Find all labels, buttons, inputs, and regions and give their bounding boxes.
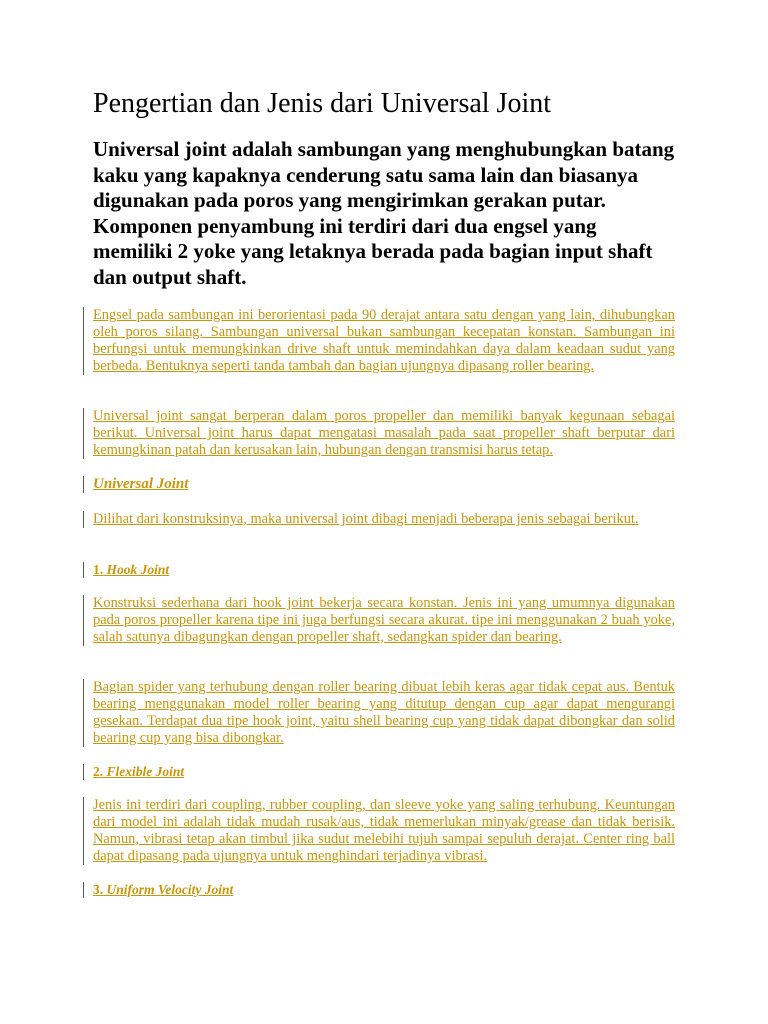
- paragraph-block-5: [83, 679, 675, 747]
- paragraph-link-4[interactable]: Konstruksi sederhana dari hook joint bekerja secara konstan. Jenis ini yang umumnya digunakan pada poros propeller karena tipe ini juga berfungsi secara akurat. tipe ini menggunakan 2 buah yoke, salah satunya dibagungkan dengan propeller shaft, sedangkan spider dan bearing.: [93, 595, 675, 645]
- intro-paragraph: Universal joint adalah sambungan yang menghubungkan batang kaku yang kapaknya cenderung satu sama lain dan biasanya digunakan pada poros yang mengirimkan gerakan putar. Komponen penyambung ini terdiri dari dua engsel yang memiliki 2 yoke yang letaknya berada pada bagian input shaft dan output shaft.: [93, 137, 675, 289]
- heading-text: Uniform Velocity Joint: [106, 882, 234, 897]
- heading-universal-joint[interactable]: Universal Joint: [93, 476, 189, 492]
- heading-flexible-joint[interactable]: [93, 764, 675, 780]
- paragraph-link-5[interactable]: Bagian spider yang terhubung dengan roller bearing dibuat lebih keras agar tidak cepat aus. Bentuk bearing menggunakan model roller bearing yang ditutup dengan cup agar dapat mengurangi gesekan. Terdapat dua tipe hook joint, yaitu shell bearing cup yang tidak dapat dibongkar dan solid bearing cup yang bisa dibongkar.: [93, 679, 675, 746]
- paragraph-block-1: [83, 307, 675, 375]
- paragraph-link-6[interactable]: Jenis ini terdiri dari coupling, rubber coupling, dan sleeve yoke yang saling terhubung. Keuntungan dari model ini adalah tidak mudah rusak/aus, tidak memerlukan minyak/grease dan tidak berisik. Namun, vibrasi tetap akan timbul jika sudut melebihi tujuh sampai sepuluh derajat. Center ring ball dapat dipasang pada ujungnya untuk menghindari terjadinya vibrasi.: [93, 797, 675, 864]
- paragraph-link-3[interactable]: Dilihat dari konstruksinya, maka universal joint dibagi menjadi beberapa jenis sebagai berikut.: [93, 511, 639, 527]
- page-title: Pengertian dan Jenis dari Universal Joint: [93, 88, 552, 119]
- heading-number: 1.: [93, 562, 104, 577]
- heading-block-flexible-joint: [83, 764, 675, 780]
- paragraph-block-6: [83, 797, 675, 865]
- heading-text: Hook Joint: [106, 562, 170, 577]
- paragraph-link-1[interactable]: Engsel pada sambungan ini berorientasi pada 90 derajat antara satu dengan yang lain, dihubungkan oleh poros silang. Sambungan universal bukan sambungan kecepatan konstan. Sambungan ini berfungsi untuk memungkinkan drive shaft untuk memindahkan daya dalam keadaan sudut yang berbeda. Bentuknya seperti tanda tambah dan bagian ujungnya dipasang roller bearing.: [93, 307, 675, 374]
- heading-number: 2.: [93, 764, 104, 779]
- heading-hook-joint[interactable]: [93, 562, 675, 578]
- paragraph-link-2[interactable]: Universal joint sangat berperan dalam poros propeller dan memiliki banyak kegunaan sebagai berikut. Universal joint harus dapat mengatasi masalah pada saat propeller shaft berputar dari kemungkinan patah dan kerusakan lain, hubungan dengan transmisi harus tetap.: [93, 408, 675, 458]
- heading-number: 3.: [93, 882, 104, 897]
- paragraph-block-4: [83, 595, 675, 646]
- paragraph-block-2: [83, 408, 675, 459]
- paragraph-block-3: [83, 511, 675, 528]
- heading-block-uniform-velocity-joint: [83, 882, 675, 898]
- heading-block-universal-joint: [83, 476, 675, 493]
- heading-block-hook-joint: [83, 562, 675, 578]
- heading-uniform-velocity-joint[interactable]: [93, 882, 675, 898]
- heading-text: Flexible Joint: [106, 764, 185, 779]
